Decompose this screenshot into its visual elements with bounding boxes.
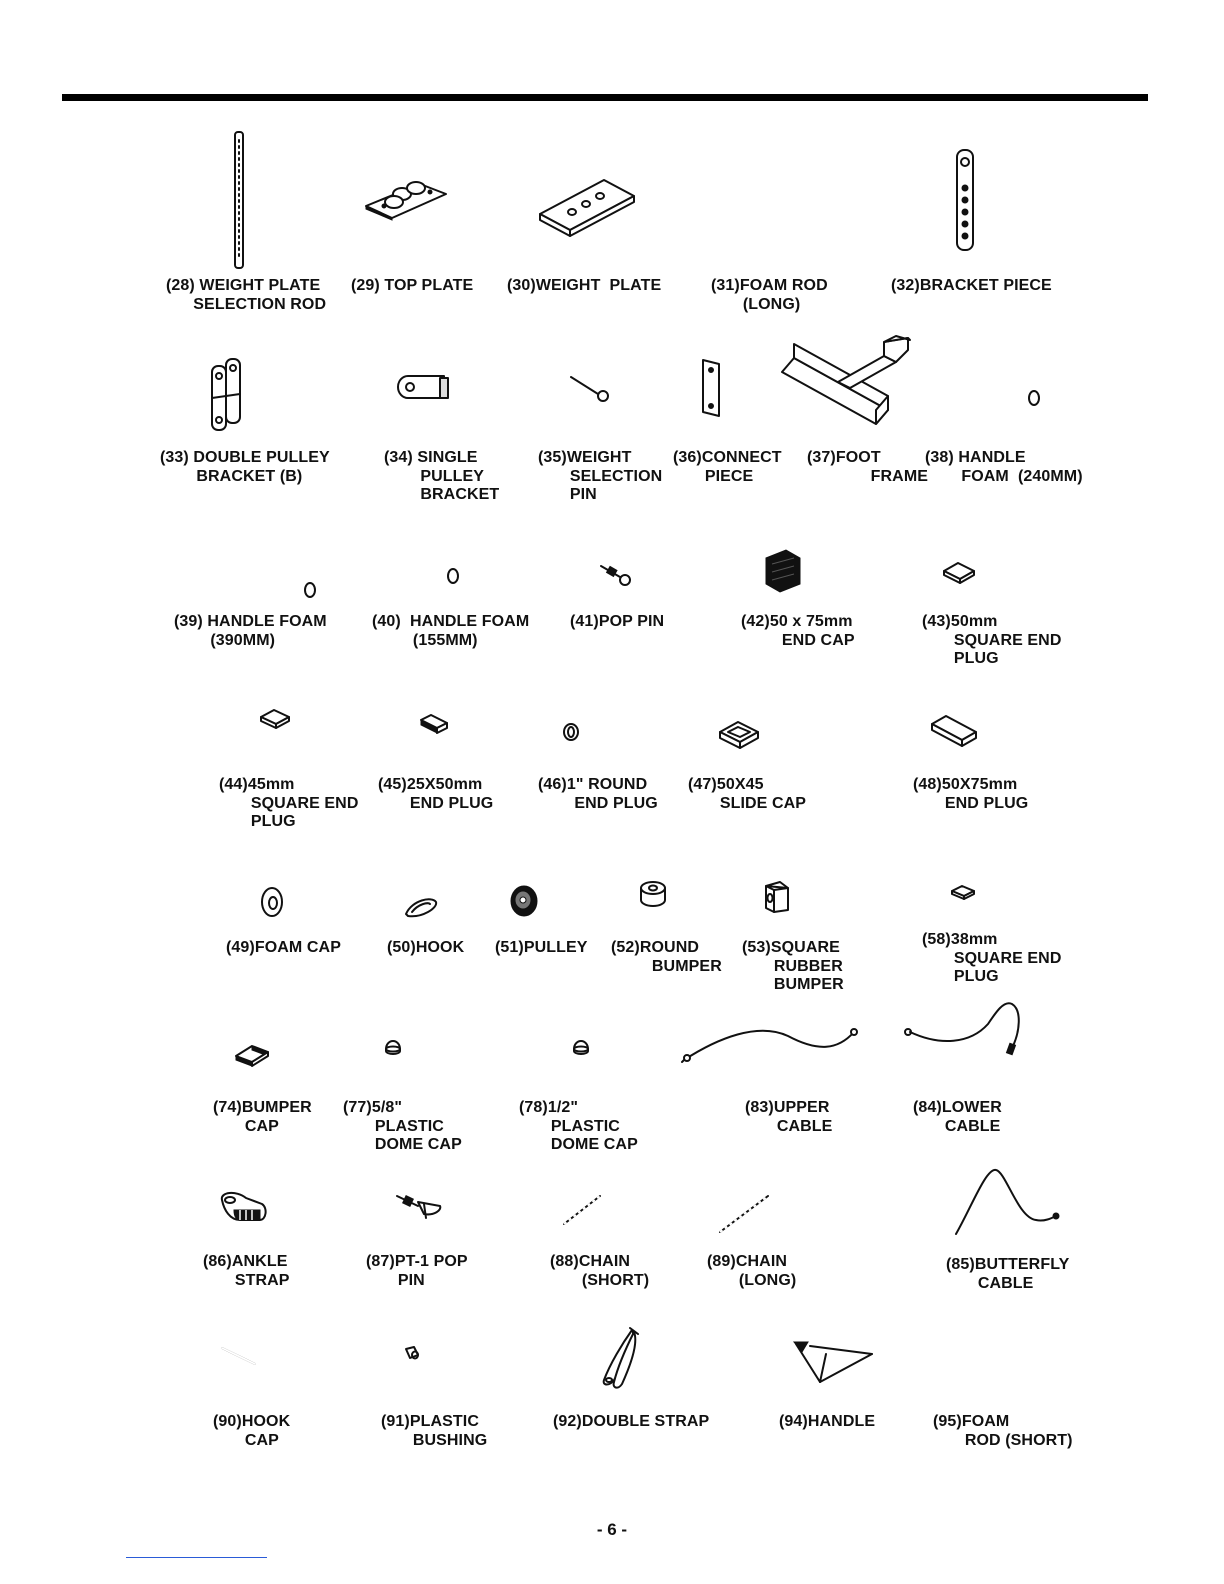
- part-78-label: (78)1/2" PLASTIC DOME CAP: [519, 1099, 638, 1153]
- part-83-label: (83)UPPER CABLE: [745, 1099, 833, 1135]
- part-44-label: (44)45mm SQUARE END PLUG: [219, 776, 359, 830]
- part-37-label: (37)FOOT FRAME: [807, 449, 929, 485]
- selection-rod-icon: [230, 130, 248, 270]
- square-end-plug-50mm-icon: [942, 561, 976, 585]
- dome-cap-1-2-icon: [572, 1038, 590, 1056]
- part-51-label: (51)PULLEY: [495, 939, 588, 956]
- part-34-label: (34) SINGLE PULLEY BRACKET: [384, 449, 500, 503]
- part-77-label: (77)5/8" PLASTIC DOME CAP: [343, 1099, 462, 1153]
- part-50-label: (50)HOOK: [387, 939, 465, 956]
- part-32-label: (32)BRACKET PIECE: [891, 277, 1052, 294]
- part-91-label: (91)PLASTIC BUSHING: [381, 1413, 488, 1449]
- part-52-label: (52)ROUND BUMPER: [611, 939, 722, 975]
- square-rubber-bumper-icon: [762, 880, 792, 914]
- part-46-label: (46)1" ROUND END PLUG: [538, 776, 658, 812]
- handle-foam-390mm-icon: [184, 528, 320, 600]
- pop-pin-icon: [598, 562, 634, 588]
- hook-cap-icon: [218, 1344, 260, 1368]
- part-85-label: (85)BUTTERFLY CABLE: [946, 1256, 1070, 1292]
- lower-cable-icon: [900, 1000, 1028, 1060]
- part-89-label: (89)CHAIN (LONG): [707, 1253, 797, 1289]
- part-33-label: (33) DOUBLE PULLEY BRACKET (B): [160, 449, 330, 485]
- foot-frame-icon: [778, 336, 914, 428]
- round-bumper-icon: [638, 880, 668, 908]
- part-84-label: (84)LOWER CABLE: [913, 1099, 1002, 1135]
- slide-cap-icon: [718, 718, 760, 750]
- part-48-label: (48)50X75mm END PLUG: [913, 776, 1029, 812]
- pulley-icon: [508, 884, 540, 918]
- double-pulley-bracket-icon: [208, 356, 244, 434]
- handle-foam-240mm-icon: [956, 358, 1044, 408]
- part-74-label: (74)BUMPER CAP: [213, 1099, 312, 1135]
- part-31-label: (31)FOAM ROD (LONG): [711, 277, 828, 313]
- part-41-label: (41)POP PIN: [570, 613, 665, 630]
- part-49-label: (49)FOAM CAP: [226, 939, 341, 956]
- foam-cap-icon: [220, 866, 288, 920]
- part-28-label: (28) WEIGHT PLATE SELECTION ROD: [166, 277, 327, 313]
- part-39-label: (39) HANDLE FOAM (390MM): [174, 613, 327, 649]
- top-plate-icon: [364, 176, 448, 220]
- upper-cable-icon: [678, 1022, 862, 1066]
- selection-pin-icon: [568, 374, 612, 404]
- part-42-label: (42)50 x 75mm END CAP: [741, 613, 855, 649]
- footer-link-underline: [126, 1557, 267, 1558]
- part-43-label: (43)50mm SQUARE END PLUG: [922, 613, 1062, 667]
- part-58-label: (58)38mm SQUARE END PLUG: [922, 931, 1062, 985]
- bracket-piece-icon: [954, 148, 976, 252]
- handle-icon: [790, 1338, 876, 1388]
- end-plug-25x50mm-icon: [419, 713, 449, 735]
- foam-rod-short-icon: [944, 1340, 1016, 1386]
- part-95-label: (95)FOAM ROD (SHORT): [933, 1413, 1073, 1449]
- round-end-plug-icon: [562, 722, 580, 742]
- end-cap-icon: [762, 548, 802, 594]
- square-end-plug-45mm-icon: [259, 708, 291, 730]
- single-pulley-bracket-icon: [398, 372, 452, 402]
- plastic-bushing-icon: [403, 1344, 421, 1362]
- part-92-label: (92)DOUBLE STRAP: [553, 1413, 710, 1430]
- chain-short-icon: [560, 1192, 604, 1228]
- connect-piece-icon: [700, 358, 722, 418]
- part-53-label: (53)SQUARE RUBBER BUMPER: [742, 939, 844, 993]
- part-90-label: (90)HOOK CAP: [213, 1413, 291, 1449]
- double-strap-icon: [592, 1326, 644, 1390]
- pt1-pop-pin-icon: [394, 1192, 444, 1222]
- square-end-plug-38mm-icon: [950, 884, 976, 902]
- ankle-strap-icon: [216, 1190, 268, 1226]
- part-29-label: (29) TOP PLATE: [351, 277, 474, 294]
- butterfly-cable-icon: [952, 1166, 1062, 1238]
- part-86-label: (86)ANKLE STRAP: [203, 1253, 290, 1289]
- page-number: - 6 -: [596, 1520, 628, 1539]
- dome-cap-5-8-icon: [384, 1038, 402, 1056]
- part-94-label: (94)HANDLE: [779, 1413, 876, 1430]
- part-88-label: (88)CHAIN (SHORT): [550, 1253, 650, 1289]
- top-rule: [62, 94, 1148, 101]
- part-36-label: (36)CONNECT PIECE: [673, 449, 782, 485]
- hook-icon: [402, 894, 440, 920]
- handle-foam-155mm-icon: [398, 544, 464, 586]
- end-plug-50x75mm-icon: [930, 714, 978, 748]
- part-38-label: (38) HANDLE FOAM (240MM): [925, 449, 1083, 485]
- foam-rod-long-icon: [736, 188, 812, 236]
- part-40-label: (40) HANDLE FOAM (155MM): [372, 613, 530, 649]
- part-47-label: (47)50X45 SLIDE CAP: [688, 776, 807, 812]
- part-35-label: (35)WEIGHT SELECTION PIN: [538, 449, 663, 503]
- bumper-cap-icon: [234, 1040, 272, 1068]
- weight-plate-icon: [538, 176, 638, 238]
- part-87-label: (87)PT-1 POP PIN: [366, 1253, 468, 1289]
- part-30-label: (30)WEIGHT PLATE: [507, 277, 662, 294]
- chain-long-icon: [716, 1192, 772, 1236]
- part-45-label: (45)25X50mm END PLUG: [378, 776, 494, 812]
